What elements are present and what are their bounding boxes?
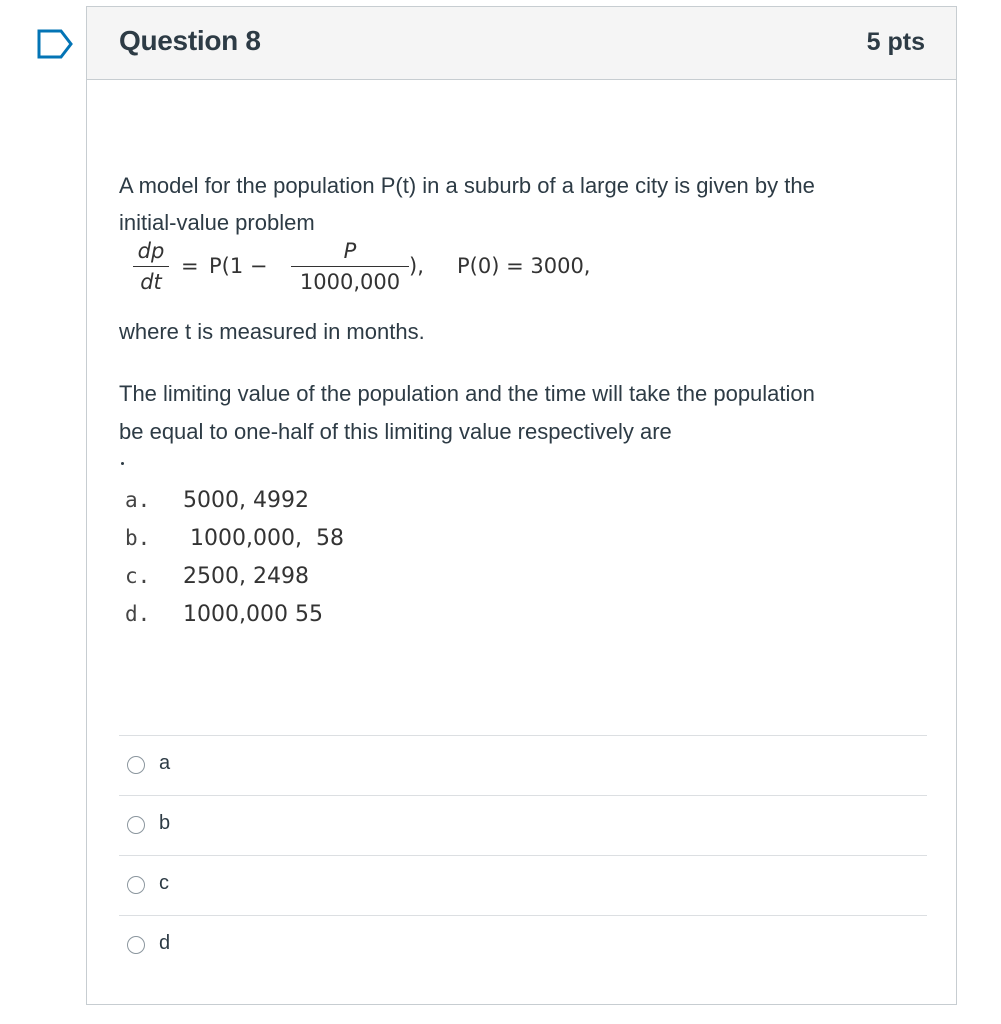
- close-paren: ),: [409, 254, 424, 278]
- intro-line-1: A model for the population P(t) in a suburb of a large city is given by the: [119, 173, 815, 198]
- answer-option-c[interactable]: [119, 855, 927, 915]
- choice-letter: d.: [125, 602, 151, 626]
- prompt-line-2: be equal to one-half of this limiting value respectively are: [119, 419, 672, 444]
- answer-label[interactable]: b: [159, 812, 171, 834]
- answer-label[interactable]: d: [159, 932, 171, 954]
- choices-list: [125, 481, 344, 633]
- differential-equation: [133, 232, 633, 302]
- radio-button[interactable]: [127, 816, 145, 834]
- answer-option-a[interactable]: [119, 735, 927, 795]
- p-open: P(1 −: [209, 254, 268, 278]
- choice-text: 1000,000, 58: [183, 526, 344, 551]
- equals-sign: =: [181, 254, 199, 278]
- initial-condition: P(0) = 3000,: [457, 254, 591, 278]
- answer-options: [119, 735, 927, 975]
- question-header: [87, 7, 956, 80]
- choice-line: [125, 519, 344, 557]
- choice-text: 1000,000 55: [183, 602, 323, 627]
- choice-line: [125, 595, 344, 633]
- radio-button[interactable]: [127, 756, 145, 774]
- choice-line: [125, 481, 344, 519]
- radio-button[interactable]: [127, 876, 145, 894]
- question-card: [86, 6, 957, 1005]
- where-text: where t is measured in months.: [119, 319, 425, 344]
- question-prompt: [119, 375, 929, 451]
- radio-button[interactable]: [127, 936, 145, 954]
- choice-letter: b.: [125, 526, 151, 550]
- question-points: 5 pts: [866, 28, 925, 56]
- answer-label[interactable]: c: [159, 872, 169, 894]
- flag-question-icon[interactable]: [37, 29, 75, 59]
- choice-line: [125, 557, 344, 595]
- choice-text: 5000, 4992: [183, 488, 309, 513]
- prompt-line-1: The limiting value of the population and the time will take the population: [119, 381, 815, 406]
- question-title: Question 8: [119, 25, 261, 56]
- choice-letter: a.: [125, 488, 151, 512]
- choice-text: 2500, 2498: [183, 564, 309, 589]
- answer-option-d[interactable]: [119, 915, 927, 975]
- dp-dt-fraction: dp dt: [133, 238, 169, 295]
- choice-letter: c.: [125, 564, 151, 588]
- p-over-k-fraction: P 1000,000: [291, 238, 409, 295]
- question-intro: [119, 167, 929, 241]
- answer-label[interactable]: a: [159, 752, 171, 774]
- intro-line-2: initial-value problem: [119, 210, 315, 235]
- answer-option-b[interactable]: [119, 795, 927, 855]
- stray-dot: [121, 462, 124, 465]
